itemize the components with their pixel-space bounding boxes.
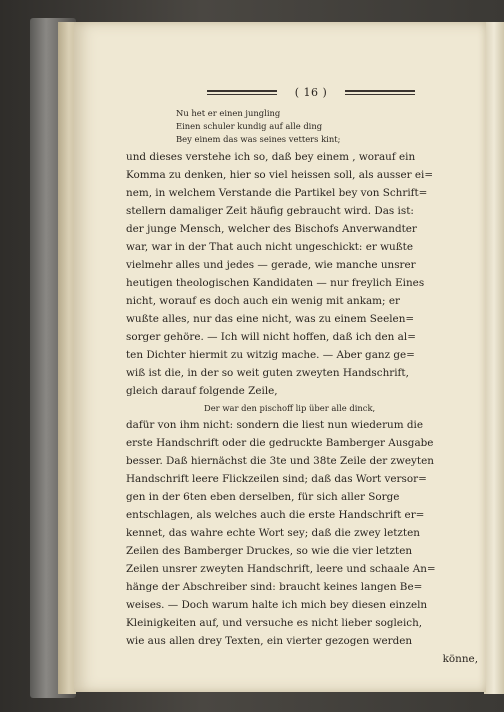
text-line: stellern damaliger Zeit häufig gebraucht wird. Das ist:	[126, 205, 414, 217]
text-line: war, war in der That auch nicht ungeschickt: er wußte	[126, 241, 413, 253]
book-page	[74, 22, 486, 692]
text-line: Kleinigkeiten auf, und versuche es nicht lieber sogleich,	[126, 617, 423, 629]
verse-quote	[176, 107, 486, 146]
catchword: könne,	[442, 653, 478, 665]
text-line: nicht, worauf es doch auch ein wenig mit ankam; er	[126, 295, 400, 307]
page-content	[126, 85, 486, 668]
text-line: vielmehr alles und jedes — gerade, wie manche unsrer	[126, 259, 416, 271]
text-line: Zeilen des Bamberger Druckes, so wie die vier letzten	[126, 545, 413, 557]
verse-line: Nu het er einen jungling	[176, 108, 281, 118]
body-text	[126, 148, 486, 668]
text-line: wußte alles, nur das eine nicht, was zu einem Seelen=	[126, 313, 415, 325]
text-line: und dieses verstehe ich so, daß bey einem , worauf ein	[126, 151, 416, 163]
text-line: ten Dichter hiermit zu witzig mache. — Aber ganz ge=	[126, 349, 415, 361]
verse-line: Bey einem das was seines vetters kint;	[176, 134, 341, 144]
header-rule-right	[345, 90, 415, 95]
page-header	[146, 85, 476, 99]
text-line: gleich darauf folgende Zeile,	[126, 385, 278, 397]
page-edge-right	[484, 22, 504, 694]
verse-line: Einen schuler kundig auf alle ding	[176, 121, 323, 131]
page-number: ( 16 )	[294, 85, 328, 99]
text-line: hänge der Abschreiber sind: braucht keines langen Be=	[126, 581, 423, 593]
text-line: weises. — Doch warum halte ich mich bey diesen einzeln	[126, 599, 428, 611]
text-line: wiß ist die, in der so weit guten zweyten Handschrift,	[126, 367, 409, 379]
text-line: besser. Daß hiernächst die 3te und 38te Zeile der zweyten	[126, 455, 434, 467]
text-line: nem, in welchem Verstande die Partikel bey von Schrift=	[126, 187, 428, 199]
text-line: heutigen theologischen Kandidaten — nur freylich Eines	[126, 277, 425, 289]
text-line: Handschrift leere Flickzeilen sind; daß das Wort versor=	[126, 473, 427, 485]
text-line: kennet, das wahre echte Wort sey; daß die zwey letzten	[126, 527, 420, 539]
text-line: entschlagen, als welches auch die erste Handschrift er=	[126, 509, 425, 521]
text-line: Komma zu denken, hier so viel heissen soll, als ausser ei=	[126, 169, 434, 181]
inline-verse-quote: Der war den pischoff lip über alle dinck,	[204, 403, 376, 413]
header-rule-left	[207, 90, 277, 95]
text-line: erste Handschrift oder die gedruckte Bamberger Ausgabe	[126, 437, 434, 449]
text-line: der junge Mensch, welcher des Bischofs Anverwandter	[126, 223, 417, 235]
text-line: dafür von ihm nicht: sondern die liest nun wiederum die	[126, 419, 424, 431]
text-line: Zeilen unsrer zweyten Handschrift, leere und schaale An=	[126, 563, 436, 575]
text-line: sorger gehöre. — Ich will nicht hoffen, daß ich den al=	[126, 331, 416, 343]
text-line: wie aus allen drey Texten, ein vierter gezogen werden	[126, 635, 413, 647]
text-line: gen in der 6ten eben derselben, für sich aller Sorge	[126, 491, 400, 503]
